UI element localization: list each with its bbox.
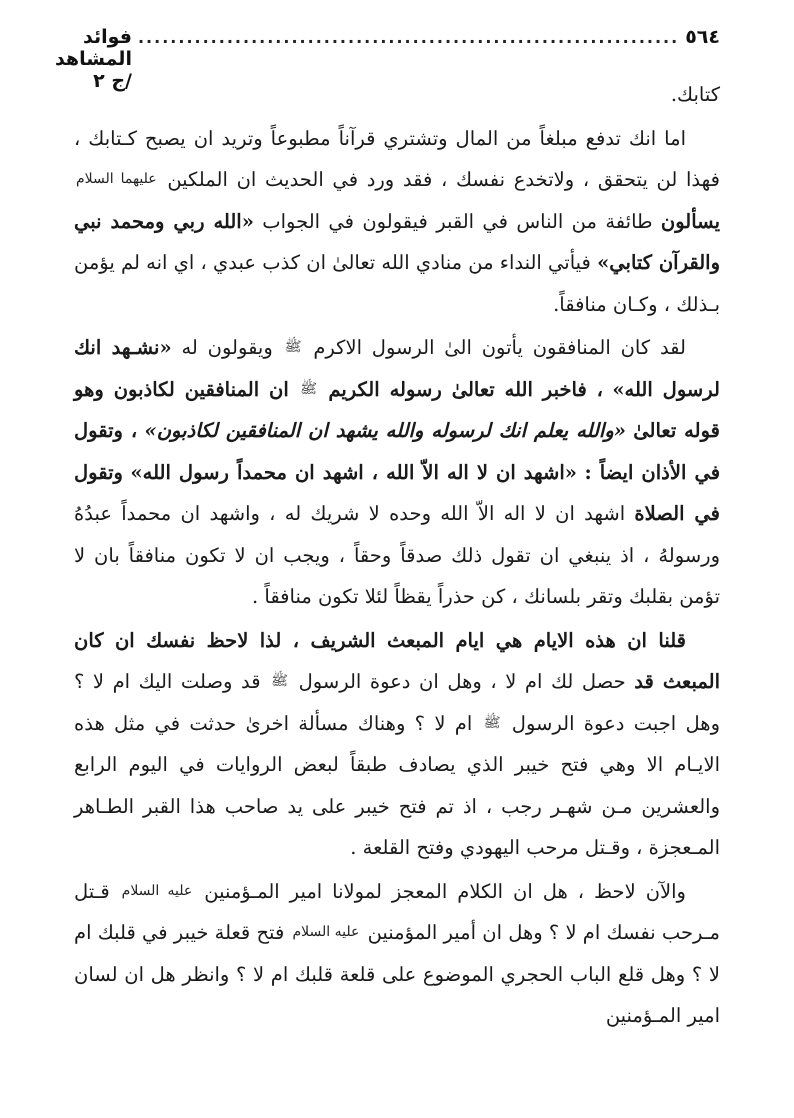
paragraph-3: قلنا ان هذه الايام هي ايام المبعث الشريف ، لذا لاحظ نفسك ان كان المبعث قد حصل لك ام لا ، وهل ان دعوة الرسول ﷺ قد وصلت اليك ام لا ؟ وهل اجبت دعوة الرسول ﷺ ام لا ؟ وهناك مسألة اخرىٰ حدثت في مثل هذه الايـام الا وهي فتح خيبر الذي يصادف طبقاً لبعض الروايات في اليوم الرابع والعشرين مـن شهـر رجب ، اذ تم فتح خيبر على يد صاحب هذا القبر الطـاهر المـعجزة ، وقـتل مرحب اليهودي وفتح القلعة . bbox=[74, 628, 720, 859]
paragraph-0: كتابك. bbox=[670, 83, 720, 106]
honorific-ahm-icon: عليهما السلام bbox=[76, 171, 157, 187]
quote-testimony: «نشـهد انك لرسول الله» bbox=[74, 336, 720, 401]
paragraph-1: اما انك تدفع مبلغاً من المال وتشتري قرآناً مطبوعاً وتريد ان يصبح كـتابك ، فهذا لن يتحقق ، ولاتخدع نفسك ، فقد ورد في الحديث ان الملكين عليهما السلام يسألون طائفة من الناس في القبر فيقولون في الجواب «الله ربي ومحمد نبي والقرآن كتابي» فيأتي النداء من منادي الله تعالىٰ ان كذب عبدي ، اي انه لم يؤمن بـذلك ، وكـان منافقاً. bbox=[74, 126, 721, 316]
honorific-saww-icon: ﷺ bbox=[300, 380, 318, 397]
body-text bbox=[74, 74, 720, 1037]
page-header bbox=[54, 26, 720, 92]
paragraph-4: والآن لاحظ ، هل ان الكلام المعجز لمولانا امير المـؤمنين عليه السلام قـتل مـرحب نفسك ام لا ؟ وهل ان أمير المؤمنين عليه السلام فتح قعلة خيبر في قلبك ام لا ؟ وهل قلع الباب الحجري الموضوع على قلعة قلبك ام لا ؟ وانظر هل ان لسان امير المـؤمنين bbox=[74, 879, 720, 1027]
honorific-saww-icon: ﷺ bbox=[284, 339, 302, 355]
paragraph-2: لقد كان المنافقون يأتون الىٰ الرسول الاكرم ﷺ ويقولون له «نشـهد انك لرسول الله» ، فاخبر الله تعالىٰ رسوله الكريم ﷺ ان المنافقين لكاذبون وهو قوله تعالىٰ «والله يعلم انك لرسوله والله يشهد ان المنافقين لكاذبون» ، وتقول في الأذان ايضاً : «اشهد ان لا اله الاّ الله ، اشهد ان محمداً رسول الله» وتقول في الصلاة اشهد ان لا اله الاّ الله وحده لا شريك له ، واشهد ان محمداً عبدُهُ ورسولهُ ، اذ ينبغي ان تقول ذلك صدقاً وحقاً ، ويجب ان لا تكون منافقاً بان لا تؤمن بقلبك وتقر بلسانك ، كن حذراً يقظاً لئلا تكون منافقاً . bbox=[74, 336, 721, 608]
quran-verse: «والله يعلم انك لرسوله والله يشهد ان المنافقين لكاذبون» bbox=[144, 419, 626, 442]
honorific-as-icon: عليه السلام bbox=[292, 924, 360, 940]
quote-adhan: «اشهد ان لا اله الاّ الله ، اشهد ان محمداً رسول الله» bbox=[130, 460, 577, 484]
running-title: فوائد المشاهد /ج ٢ bbox=[54, 26, 132, 92]
quote-answer: «الله ربي ومحمد نبي والقرآن كتابي» bbox=[74, 209, 721, 274]
page-number: ٥٦٤ bbox=[685, 26, 720, 48]
honorific-saww-icon: ﷺ bbox=[271, 673, 289, 689]
header-leader-dots: ................................................................... bbox=[137, 28, 680, 47]
honorific-saww-icon: ﷺ bbox=[483, 714, 501, 731]
honorific-as-icon: عليه السلام bbox=[121, 882, 193, 899]
